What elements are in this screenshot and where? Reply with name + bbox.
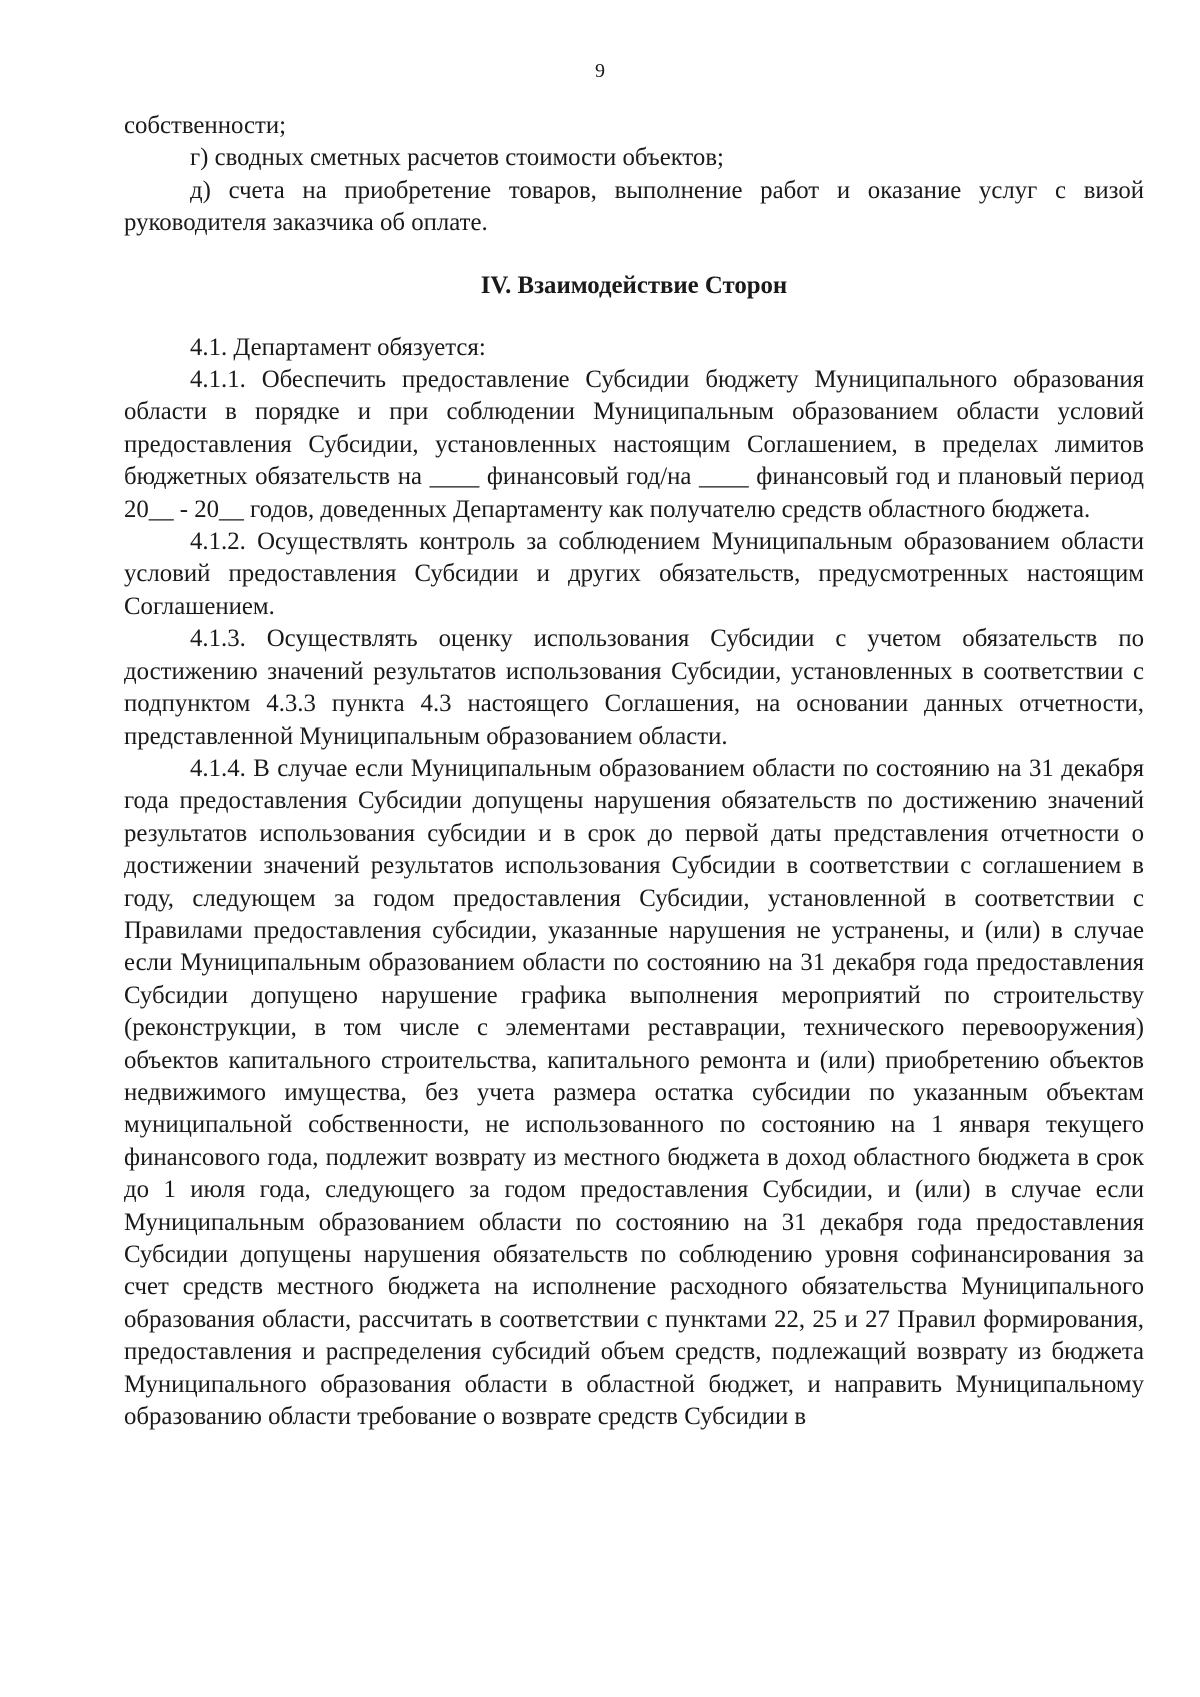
section-title: IV. Взаимодействие Сторон [480,271,788,299]
page-number: 9 [595,60,605,82]
paragraph-continuation: собственности; [124,112,286,139]
clause-4-1-3: 4.1.3. Осуществлять оценку использования Субсидии с учетом обязательств по достижению значений результатов использования Субсидии, установленных в соответствии с подпунктом 4.3.3 пункта 4.3 настоящего Соглашения, на основании данных отчетности, представленной Муниципальным образованием области. [124,625,1144,750]
list-item-g: г) сводных сметных расчетов стоимости объектов; [190,144,724,172]
clause-4-1-2: 4.1.2. Осуществлять контроль за соблюдением Муниципальным образованием области условий предоставления Субсидии и других обязательств, предусмотренных настоящим Соглашением. [124,528,1144,620]
clause-4-1: 4.1. Департамент обязуется: [190,333,486,361]
clause-4-1-4: 4.1.4. В случае если Муниципальным образованием области по состоянию на 31 декабря года предоставления Субсидии допущены нарушения обязательств по достижению значений результатов использования субсидии и в срок до первой даты представления отчетности о достижении значений результатов использования Субсидии в соответствии с соглашением в году, следующем за годом предоставления Субсидии, установленной в соответствии с Правилами предоставления субсидии, указанные нарушения не устранены, и (или) в случае если Муниципальным образованием области по состоянию на 31 декабря года предоставления Субсидии допущено нарушение графика выполнения мероприятий по строительству (реконструкции, в том числе с элементами реставрации, технического перевооружения) объектов капитального строительства, капитального ремонта и (или) приобретению объектов недвижимого имущества, без учета размера остатка субсидии по указанным объектам муниципальной собственности, не использованного по состоянию на 1 января текущего финансового года, подлежит возврату из местного бюджета в доход областного бюджета в срок до 1 июля года, следующего за годом предоставления Субсидии, и (или) в случае если Муниципальным образованием области по состоянию на 31 декабря года предоставления Субсидии допущены нарушения обязательств по соблюдению уровня софинансирования за счет средств местного бюджета на исполнение расходного обязательства Муниципального образования области, рассчитать в соответствии с пунктами 22, 25 и 27 Правил формирования, предоставления и распределения субсидий объем средств, подлежащий возврату из бюджета Муниципального образования области в областной бюджет, и направить Муниципальному образованию области требование о возврате средств Субсидии в [124,754,1144,1431]
list-item-d: д) счета на приобретение товаров, выполнение работ и оказание услуг с визой руководителя заказчика об оплате. [124,176,1144,237]
document-body [124,110,1144,1433]
clause-4-1-1: 4.1.1. Обеспечить предоставление Субсидии бюджету Муниципального образования области в порядке и при соблюдении Муниципальным образованием области условий предоставления Субсидии, установленных настоящим Соглашением, в пределах лимитов бюджетных обязательств на ____ финансовый год/на ____ финансовый год и плановый период 20__ - 20__ годов, доведенных Департаменту как получателю средств областного бюджета. [124,366,1144,523]
